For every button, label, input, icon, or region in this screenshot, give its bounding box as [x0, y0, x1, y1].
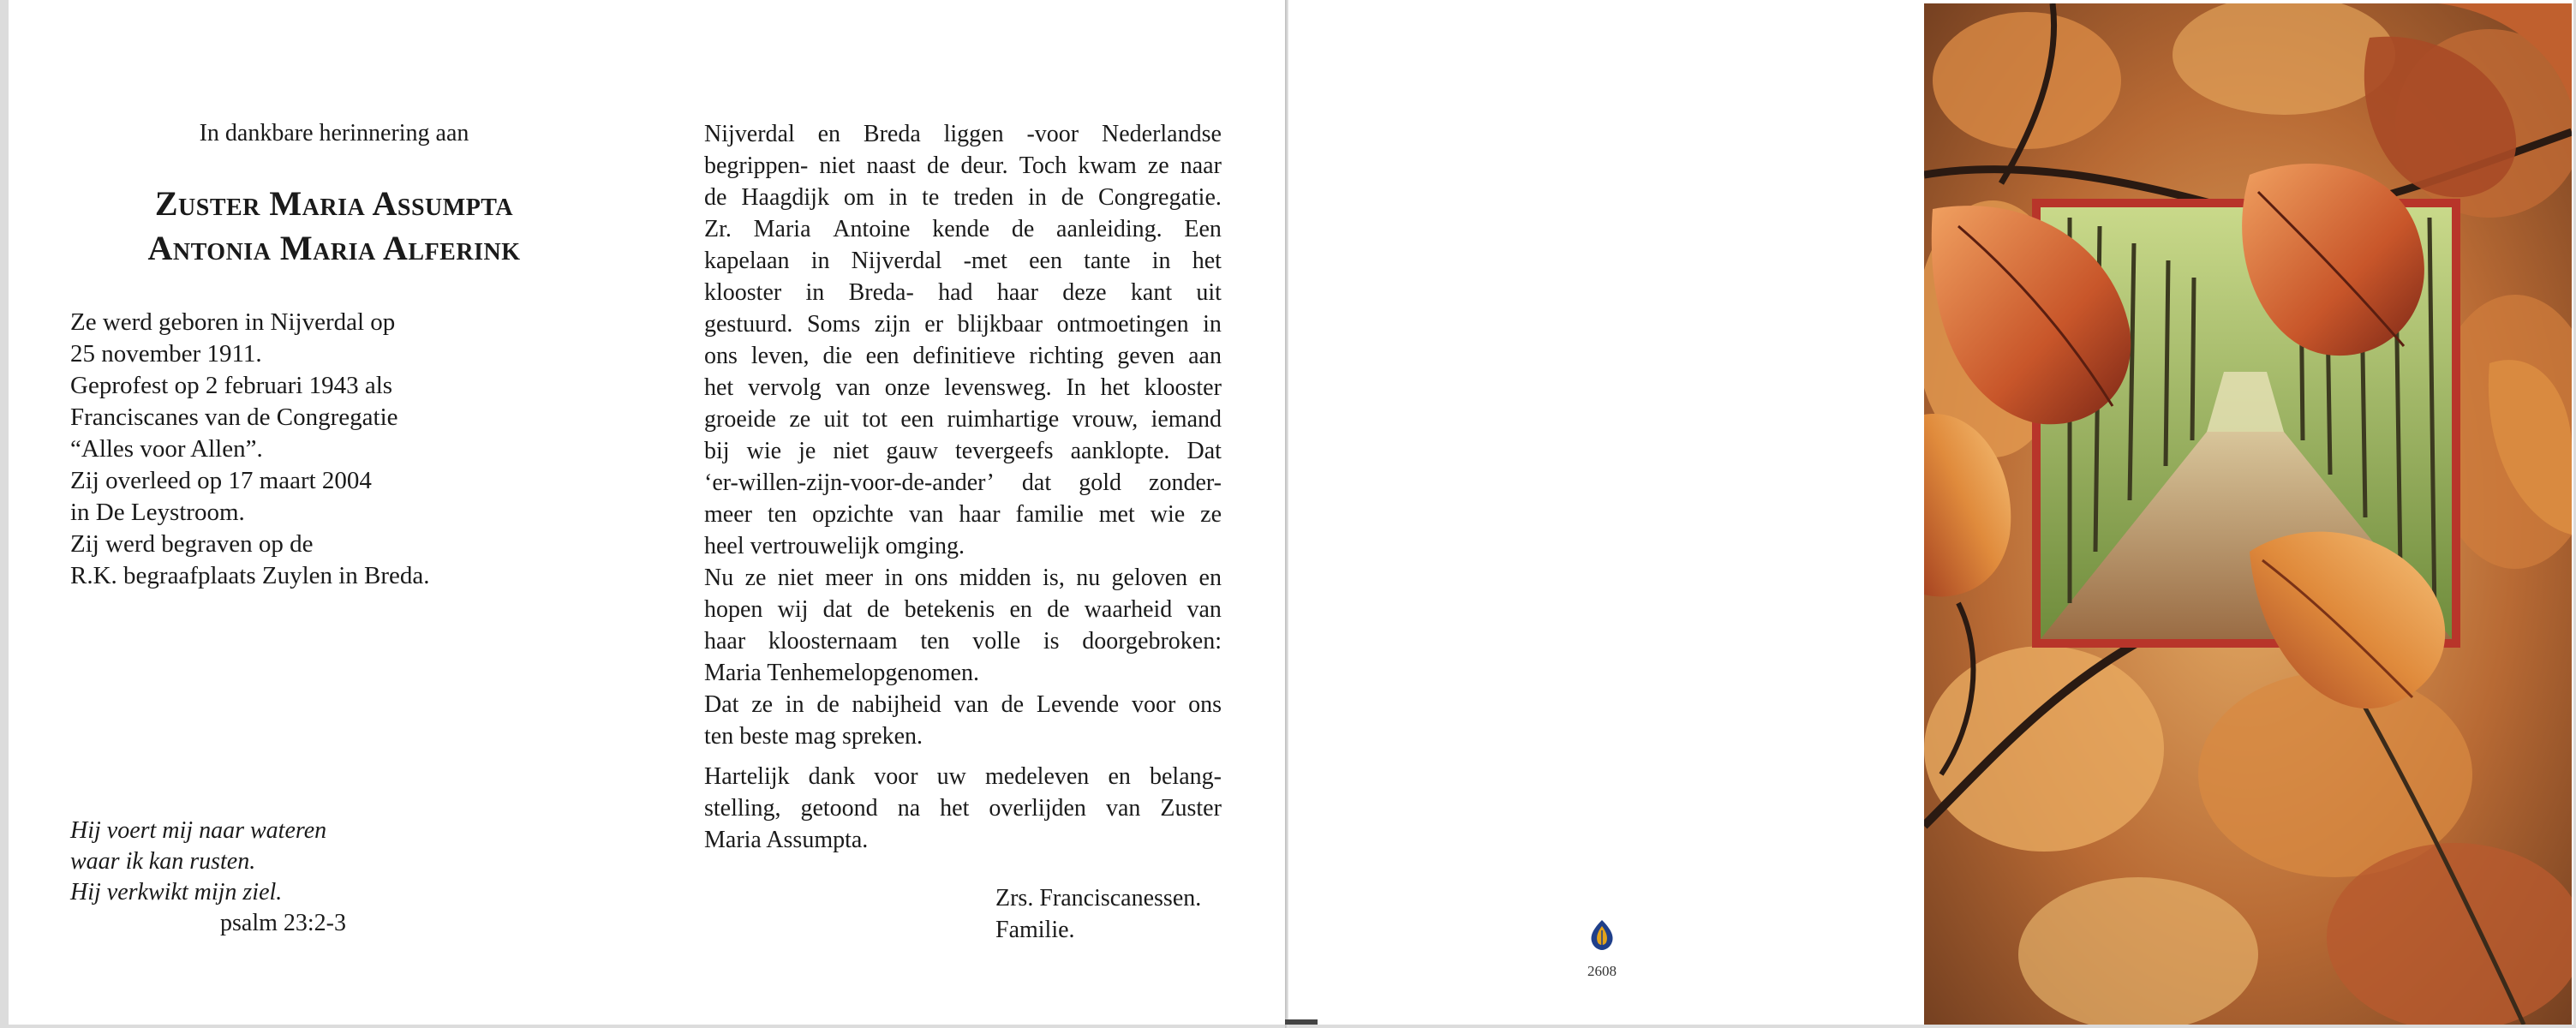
word: leven,: [750, 343, 810, 369]
word: Een: [1184, 216, 1222, 242]
life-line: “Alles voor Allen”.: [70, 435, 263, 463]
word: richting: [1029, 343, 1104, 369]
life-line: R.K. begraafplaats Zuylen in Breda.: [70, 562, 430, 589]
word: levensweg.: [944, 374, 1052, 401]
word: het: [704, 374, 734, 401]
body-line: [704, 372, 1222, 403]
word: Toch: [1019, 152, 1067, 179]
card-fold: [1285, 0, 1288, 1028]
word: meer: [704, 501, 752, 528]
word: volle: [972, 628, 1021, 654]
word: in: [805, 279, 825, 306]
word: Antoine: [833, 216, 911, 242]
body-line: [704, 340, 1222, 372]
body-line: [704, 182, 1222, 213]
body-line: [704, 308, 1222, 340]
word: ze: [1200, 501, 1222, 528]
word: haar: [704, 628, 746, 654]
word: niet: [833, 438, 870, 464]
word: groeide: [704, 406, 776, 433]
body-line: [704, 594, 1222, 625]
word: van: [1186, 596, 1222, 623]
word: in: [1028, 184, 1047, 211]
word: in: [810, 248, 830, 274]
word: Levende: [1036, 691, 1120, 718]
signature-line: Familie.: [995, 917, 1075, 943]
word: Dat: [704, 691, 739, 718]
word: de: [704, 184, 727, 211]
word: kant: [1130, 279, 1173, 306]
word: medeleven: [985, 763, 1090, 790]
word: Haagdijk: [741, 184, 829, 211]
word: niet: [819, 152, 856, 179]
word: het: [940, 795, 970, 822]
word: Maria: [753, 216, 811, 242]
word: deur.: [960, 152, 1008, 179]
word: Nederlandse: [1102, 121, 1222, 147]
body-line: [704, 403, 1222, 435]
name-line: Antonia Maria Alferink: [147, 229, 521, 267]
word: stelling,: [704, 795, 781, 822]
word: onze: [884, 374, 930, 401]
word: om: [843, 184, 875, 211]
word: vrouw,: [1072, 406, 1139, 433]
body-line: [704, 467, 1222, 499]
word: geloven: [1111, 565, 1188, 591]
word: liggen: [943, 121, 1004, 147]
word: is,: [1043, 565, 1065, 591]
word: de: [816, 691, 840, 718]
word: ruimhartige: [947, 406, 1060, 433]
name-line: Zuster Maria Assumpta: [154, 184, 514, 223]
word: Soms: [806, 311, 861, 338]
life-details: [70, 307, 619, 592]
word: gauw: [886, 438, 938, 464]
word: naast: [866, 152, 916, 179]
word: belang-: [1150, 763, 1222, 790]
word: Dat: [1186, 438, 1222, 464]
body-line: [704, 245, 1222, 277]
word: van: [953, 691, 989, 718]
word: deze: [1062, 279, 1107, 306]
word: ons: [914, 565, 948, 591]
verse-line: Hij verkwikt mijn ziel.: [70, 879, 283, 905]
word: had: [938, 279, 973, 306]
word: en: [817, 121, 841, 147]
word: familie: [1015, 501, 1084, 528]
word: tante: [1084, 248, 1131, 274]
word: de: [866, 596, 890, 623]
word: -voor: [1026, 121, 1079, 147]
life-line: 25 november 1911.: [70, 340, 262, 368]
word: uit: [1196, 279, 1222, 306]
word: naar: [1180, 152, 1222, 179]
word: voor: [874, 763, 918, 790]
word: Zuster: [1160, 795, 1222, 822]
word: de: [926, 152, 950, 179]
word: midden: [959, 565, 1031, 591]
autumn-forest-photo: [1924, 3, 2572, 1025]
word: ontmoetingen: [1056, 311, 1189, 338]
word: Breda: [863, 121, 921, 147]
memorial-text: [704, 118, 1222, 752]
word: aan: [1188, 343, 1222, 369]
life-line: in De Leystroom.: [70, 499, 245, 526]
word: Nijverdal: [851, 248, 942, 274]
body-line: [704, 625, 1222, 657]
word: ze: [744, 565, 767, 591]
intro-line: In dankbare herinnering aan: [199, 120, 469, 146]
word: definitieve: [912, 343, 1016, 369]
life-line: Franciscanes van de Congregatie: [70, 403, 398, 431]
word: Nu: [704, 565, 734, 591]
word: Zr.: [704, 216, 732, 242]
word: je: [798, 438, 816, 464]
word: van: [835, 374, 870, 401]
word: ten: [767, 501, 798, 528]
word: met: [1098, 501, 1135, 528]
body-line: [704, 277, 1222, 308]
flame-leaf-icon: [1587, 918, 1617, 953]
card-code: 2608: [1587, 963, 1617, 979]
body-line: [704, 118, 1222, 150]
word: wie: [746, 438, 782, 464]
word: Nijverdal: [704, 121, 795, 147]
word: vervolg: [748, 374, 822, 401]
word: begrippen-: [704, 152, 809, 179]
word: is: [1043, 628, 1060, 654]
word: van: [908, 501, 944, 528]
word: getoond: [800, 795, 878, 822]
body-line: [704, 689, 1222, 720]
word: Breda-: [848, 279, 914, 306]
word: het: [1100, 374, 1130, 401]
word: in: [888, 184, 908, 211]
word: ons: [1188, 691, 1222, 718]
thanks-text: [704, 761, 1222, 856]
word: wij: [777, 596, 809, 623]
word: ons: [704, 343, 738, 369]
word: in: [884, 565, 904, 591]
body-line: [704, 435, 1222, 467]
word: voor: [1131, 691, 1176, 718]
word: de: [1001, 691, 1025, 718]
psalm-verse: [70, 816, 499, 939]
word: kwam: [1078, 152, 1137, 179]
word: het: [1192, 248, 1222, 274]
word: doorgebroken:: [1082, 628, 1222, 654]
word: de: [1061, 184, 1085, 211]
life-line: Zij overleed op 17 maart 2004: [70, 467, 372, 494]
verse-line: Hij voert mij naar wateren: [70, 817, 327, 844]
word: zijn: [874, 311, 911, 338]
word: van: [1105, 795, 1141, 822]
word: betekenis: [904, 596, 995, 623]
word: klooster: [704, 279, 782, 306]
word: nabijheid: [852, 691, 941, 718]
word: Hartelijk: [704, 763, 790, 790]
word: en: [1198, 565, 1222, 591]
body-line: [704, 213, 1222, 245]
word: In: [1066, 374, 1086, 401]
word: en: [1108, 763, 1131, 790]
word: kloosternaam: [768, 628, 898, 654]
word: kende: [932, 216, 990, 242]
word: er: [924, 311, 944, 338]
word: aanklopte.: [1070, 438, 1170, 464]
word: na: [897, 795, 921, 822]
word: een: [865, 343, 900, 369]
word: dank: [808, 763, 856, 790]
life-line: Ze werd geboren in Nijverdal op: [70, 308, 396, 336]
verse-reference: psalm 23:2-3: [220, 910, 346, 936]
word: blijkbaar: [957, 311, 1043, 338]
word: -met: [963, 248, 1007, 274]
word: de: [1047, 596, 1070, 623]
word: kapelaan: [704, 248, 790, 274]
word: in: [785, 691, 804, 718]
word: zonder-: [1149, 469, 1222, 496]
body-line: heel vertrouwelijk omging.: [704, 533, 965, 559]
word: een: [1029, 248, 1062, 274]
word: opzichte: [812, 501, 894, 528]
word: ‘er-willen-zijn-voor-de-ander’: [704, 469, 995, 496]
word: aanleiding.: [1056, 216, 1162, 242]
verse-line: waar ik kan rusten.: [70, 848, 256, 875]
word: gold: [1079, 469, 1121, 496]
word: wie: [1150, 501, 1186, 528]
word: niet: [777, 565, 814, 591]
word: haar: [996, 279, 1038, 306]
body-line: [704, 562, 1222, 594]
word: een: [900, 406, 935, 433]
word: haar: [959, 501, 1001, 528]
word: gestuurd.: [704, 311, 793, 338]
word: de: [1011, 216, 1035, 242]
word: Congregatie.: [1098, 184, 1222, 211]
body-line: [704, 150, 1222, 182]
word: in: [1203, 311, 1222, 338]
word: treden: [953, 184, 1014, 211]
word: geven: [1117, 343, 1175, 369]
body-line: ten beste mag spreken.: [704, 723, 923, 750]
thanks-line: [704, 792, 1222, 824]
deceased-name: [0, 182, 668, 271]
word: waarheid: [1084, 596, 1173, 623]
body-line: [704, 499, 1222, 530]
signature: [995, 882, 1201, 946]
word: iemand: [1151, 406, 1222, 433]
word: tevergeefs: [955, 438, 1054, 464]
thanks-line: [704, 761, 1222, 792]
word: ten: [920, 628, 950, 654]
word: uw: [936, 763, 966, 790]
word: die: [822, 343, 852, 369]
word: in: [1151, 248, 1171, 274]
signature-line: Zrs. Franciscanessen.: [995, 885, 1202, 911]
life-line: Geprofest op 2 februari 1943 als: [70, 372, 393, 399]
life-line: Zij werd begraven op de: [70, 530, 314, 558]
word: en: [1009, 596, 1032, 623]
word: ze: [1147, 152, 1169, 179]
thanks-line: Maria Assumpta.: [704, 827, 869, 853]
word: dat: [1021, 469, 1052, 496]
word: te: [922, 184, 940, 211]
word: meer: [825, 565, 874, 591]
word: dat: [822, 596, 852, 623]
body-line: Maria Tenhemelopgenomen.: [704, 660, 979, 686]
edge-mark: [1285, 1019, 1318, 1025]
word: nu: [1076, 565, 1101, 591]
word: overlijden: [989, 795, 1086, 822]
word: ze: [789, 406, 811, 433]
word: uit: [823, 406, 850, 433]
word: hopen: [704, 596, 763, 623]
word: tot: [862, 406, 888, 433]
word: klooster: [1144, 374, 1222, 401]
word: ze: [751, 691, 774, 718]
word: bij: [704, 438, 730, 464]
